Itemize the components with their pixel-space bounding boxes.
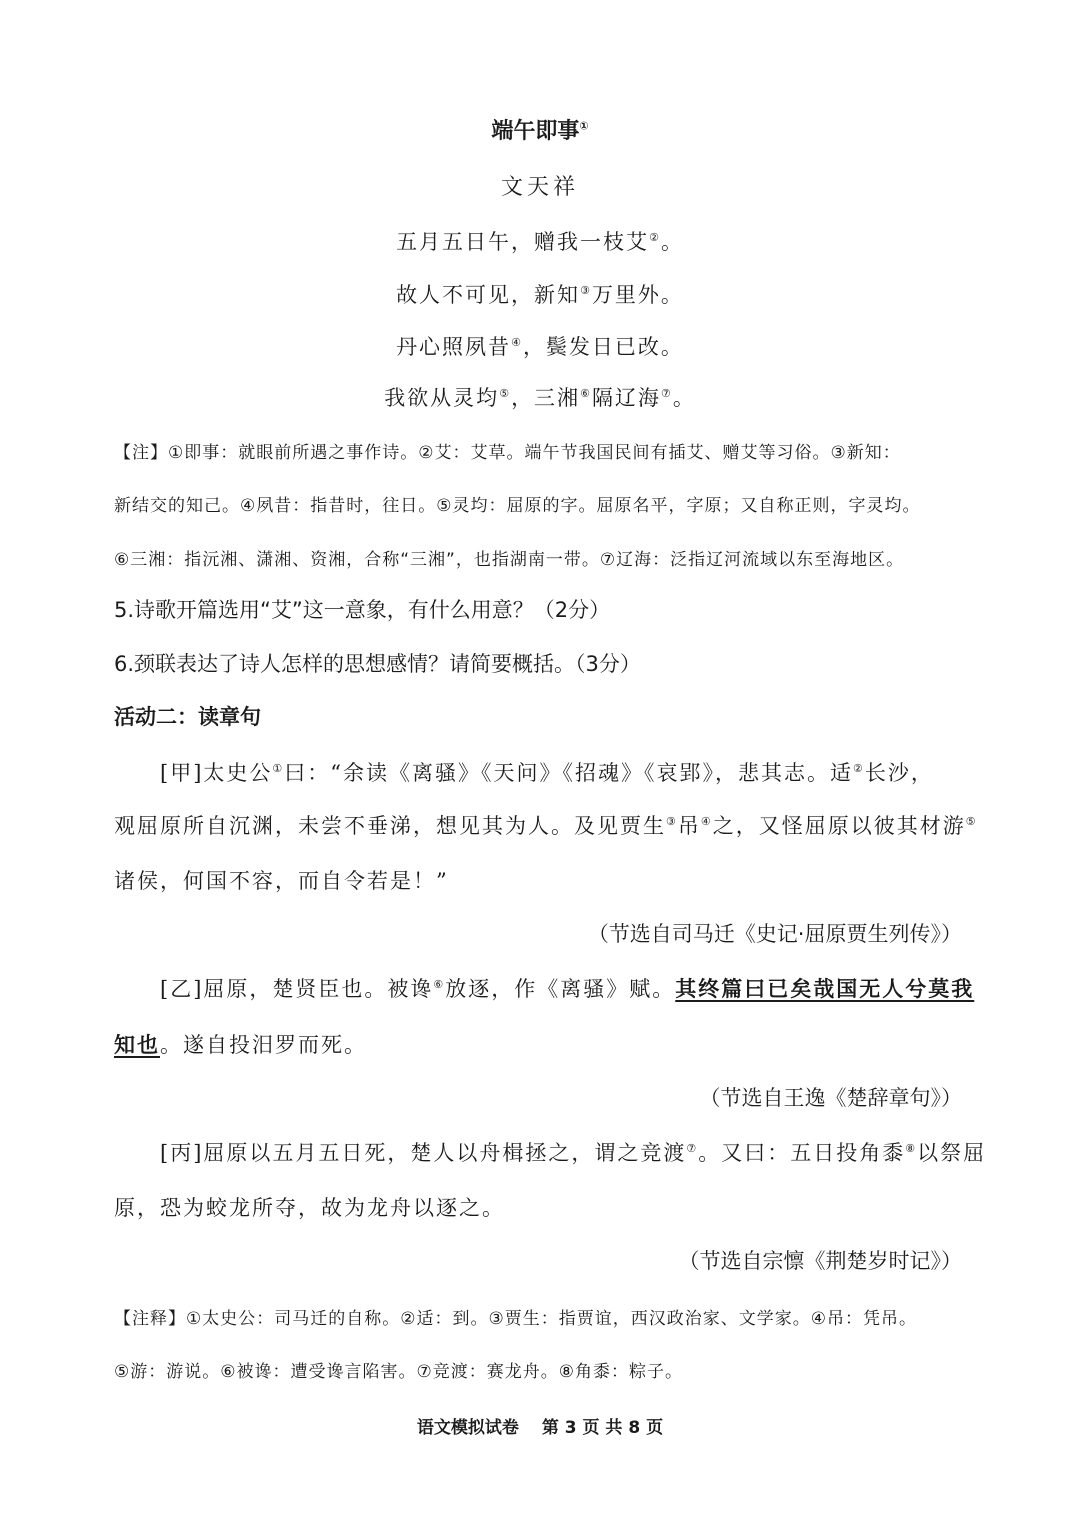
passage-bing-line-2: 原，恐为蛟龙所夺，故为龙舟以逐之。 <box>114 1196 505 1220</box>
poem-line-2: 故人不可见，新知③万里外。 <box>396 283 684 307</box>
poem-note-3: ⑥三湘：指沅湘、潇湘、资湘，合称“三湘”，也指湖南一带。⑦辽海：泛指辽河流域以东至海地区。 <box>114 550 905 570</box>
question-5: 5.诗歌开篇选用“艾”这一意象，有什么用意？（2分） <box>114 598 611 622</box>
poem-line-1: 五月五日午，赠我一枝艾②。 <box>396 230 684 254</box>
passage-yi-line-2: 知也。遂自投汨罗而死。 <box>114 1032 367 1057</box>
question-6: 6.颈联表达了诗人怎样的思想感情？请简要概括。（3分） <box>114 652 641 676</box>
passage-jia-line-2: 观屈原所自沉渊，未尝不垂涕，想见其为人。及见贾生③吊④之，又怪屈原以彼其材游⑤ <box>114 814 978 838</box>
passage-jia-line-1: [甲]太史公①曰：“余读《离骚》《天问》《招魂》《哀郢》，悲其志。适②长沙， <box>160 761 934 785</box>
poem-line-3: 丹心照夙昔④，鬓发日已改。 <box>396 335 684 359</box>
passage-bing-source: （节选自宗懔《荆楚岁时记》） <box>678 1249 962 1273</box>
poem-line-4: 我欲从灵均⑤，三湘⑥隔辽海⑦。 <box>384 386 696 410</box>
passage-jia-line-3: 诸侯，何国不容，而自令若是！” <box>114 869 449 893</box>
annotation-line-1: 【注释】①太史公：司马迁的自称。②适：到。③贾生：指贾谊，西汉政治家、文学家。④吊：凭吊。 <box>114 1309 917 1329</box>
passage-yi-source: （节选自王逸《楚辞章句》） <box>699 1086 962 1110</box>
passage-jia-source: （节选自司马迁《史记·屈原贾生列传》） <box>587 922 962 946</box>
poem-title: 端午即事① <box>491 119 589 144</box>
annotation-line-2: ⑤游：游说。⑥被谗：遭受谗言陷害。⑦竞渡：赛龙舟。⑧角黍：粽子。 <box>114 1362 683 1382</box>
poem-note-1: 【注】①即事：就眼前所遇之事作诗。②艾：艾草。端午节我国民间有插艾、赠艾等习俗。③新知： <box>114 443 901 463</box>
passage-yi-line-1: [乙]屈原，楚贤臣也。被谗⑥放逐，作《离骚》赋。其终篇曰已矣哉国无人兮莫我 <box>160 976 975 1001</box>
activity-heading: 活动二：读章句 <box>114 705 261 729</box>
passage-bing-line-1: [丙]屈原以五月五日死，楚人以舟楫拯之，谓之竞渡⑦。又曰：五日投角黍⑧以祭屈 <box>160 1141 987 1165</box>
page-footer: 语文模拟试卷 第 3 页 共 8 页 <box>416 1418 664 1438</box>
poem-note-2: 新结交的知己。④夙昔：指昔时，往日。⑤灵均：屈原的字。屈原名平，字原；又自称正则，字灵均。 <box>114 496 921 516</box>
poem-author: 文天祥 <box>500 175 579 200</box>
